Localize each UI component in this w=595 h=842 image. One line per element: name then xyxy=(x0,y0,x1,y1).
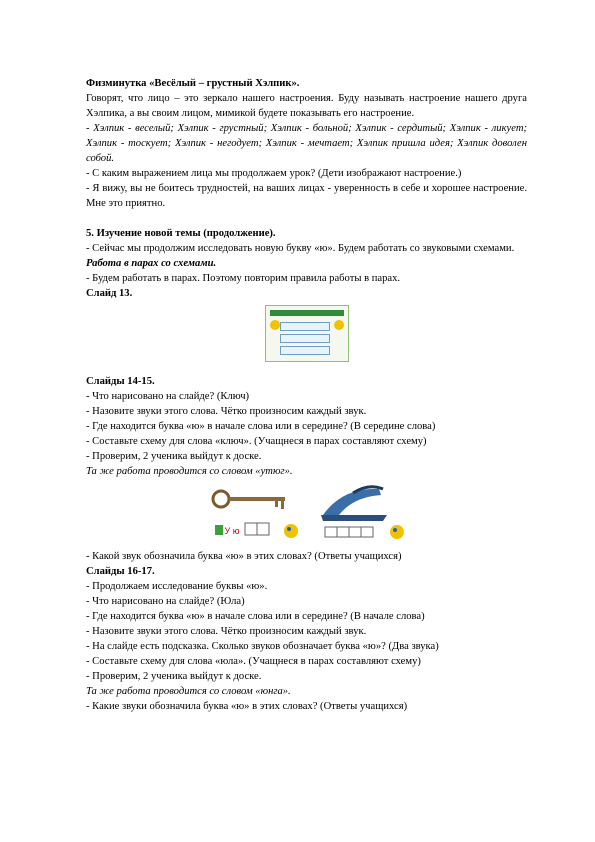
paragraph: Говорят, что лицо – это зеркало нашего настроения. Буду называть настроение нашего друга Хэлпика, а вы своим лицом, мимикой будете показывать его настроение. xyxy=(86,93,527,119)
paragraph: - Какой звук обозначила буква «ю» в этих словах? (Ответы учащихся) xyxy=(86,551,402,562)
section-title-slides-16-17: Слайды 16-17. xyxy=(86,566,155,577)
list-item: - Что нарисовано на слайде? (Ключ) xyxy=(86,391,250,402)
letters-label: У ю xyxy=(224,526,240,536)
paragraph-italic: - Хэлпик - веселый; Хэлпик - грустный; Хэлпик - больной; Хэлпик - сердитый; Хэлпик - ликует; Хэлпик - тоскует; Хэлпик - негодует; Хэлпик - мечтает; Хэлпик пришла идея; Хэлпик доволен собой. xyxy=(86,123,527,164)
list-item: - Проверим, 2 ученика выйдут к доске. xyxy=(86,451,262,462)
section-title-new-topic: 5. Изучение новой темы (продолжение). xyxy=(86,228,276,239)
section-title-slides-14-15: Слайды 14-15. xyxy=(86,376,155,387)
paragraph: - Сейчас мы продолжим исследовать новую букву «ю». Будем работать со звуковыми схемами. xyxy=(86,243,515,254)
section-title-fizminutka: Физминутка «Весёлый – грустный Хэлпик». xyxy=(86,78,300,89)
bee-icon xyxy=(334,320,344,330)
bee-icon xyxy=(270,320,280,330)
list-item: - Составьте схему для слова «юла». (Учащнеся в парах составляют схему) xyxy=(86,656,421,667)
list-item: - Составьте схему для слова «ключ». (Учащнеся в парах составляют схему) xyxy=(86,436,427,447)
slide-13-label: Слайд 13. xyxy=(86,288,133,299)
rule-box xyxy=(280,334,330,343)
list-item: - На слайде есть подсказка. Сколько звуков обозначает буква «ю»? (Два звука) xyxy=(86,641,439,652)
list-item: - Где находится буква «ю» в начале слова или в середине? (В середине слова) xyxy=(86,421,436,432)
italic-note: Та же работа проводится со словом «юнга». xyxy=(86,686,291,697)
key-icon xyxy=(205,481,301,545)
list-item: - Проверим, 2 ученика выйдут к доске. xyxy=(86,671,262,682)
paragraph: - Будем работать в парах. Поэтому повторим правила работы в парах. xyxy=(86,273,401,284)
slide-13-image xyxy=(265,305,349,362)
list-item: - Назовите звуки этого слова. Чётко произносим каждый звук. xyxy=(86,406,367,417)
document-page xyxy=(86,76,527,714)
paragraph: - С каким выражением лица мы продолжаем урок? (Дети изображают настроение.) xyxy=(86,168,462,179)
paragraph: - Какие звуки обозначила буква «ю» в этих словах? (Ответы учащихся) xyxy=(86,701,408,712)
subtitle-pair-work: Работа в парах со схемами. xyxy=(86,258,217,269)
rule-box xyxy=(280,346,330,355)
iron-picture xyxy=(313,481,409,545)
rule-box xyxy=(280,322,330,331)
iron-icon xyxy=(313,481,409,545)
paragraph: - Я вижу, вы не боитесь трудностей, на ваших лицах - уверенность в себе и хорошее настроение. Мне это приятно. xyxy=(86,183,527,209)
slide-header-band xyxy=(270,310,344,316)
key-picture xyxy=(205,481,301,545)
list-item: - Назовите звуки этого слова. Чётко произносим каждый звук. xyxy=(86,626,367,637)
spacer xyxy=(86,211,527,226)
italic-note: Та же работа проводится со словом «утюг». xyxy=(86,466,293,477)
list-item: - Что нарисовано на слайде? (Юла) xyxy=(86,596,245,607)
slide-13-image-wrap xyxy=(86,305,527,362)
list-item: - Продолжаем исследование буквы «ю». xyxy=(86,581,268,592)
list-item: - Где находится буква «ю» в начале слова или в середине? (В начале слова) xyxy=(86,611,425,622)
key-iron-images xyxy=(86,481,527,545)
